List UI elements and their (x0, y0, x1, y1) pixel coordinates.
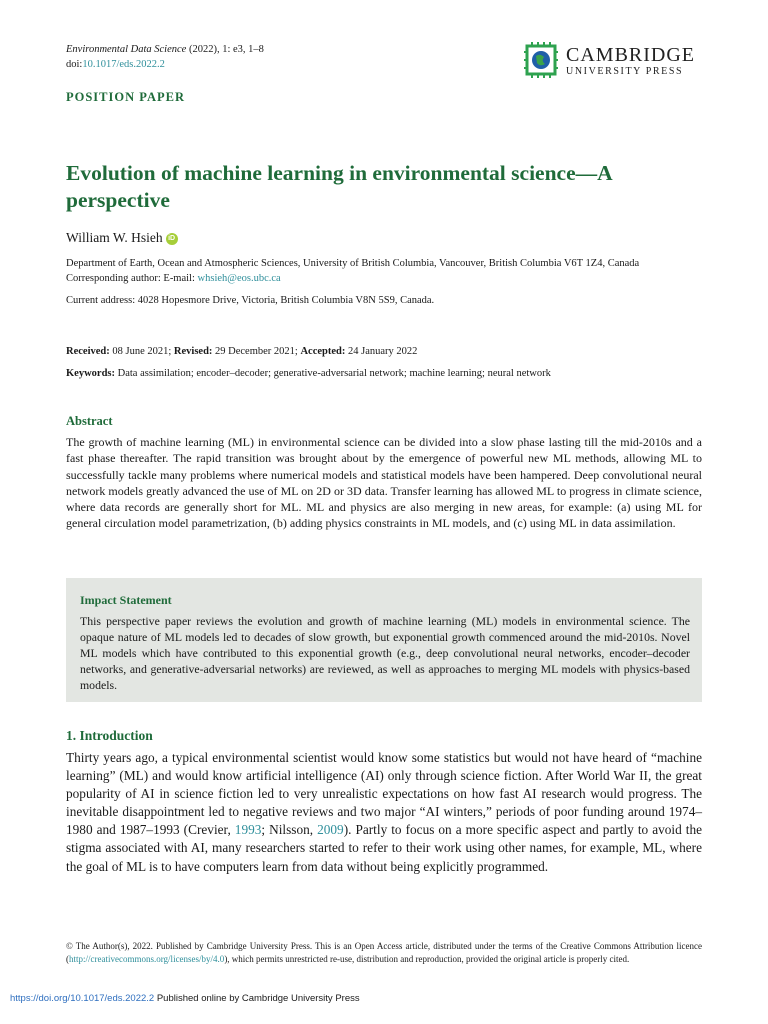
article-title: Evolution of machine learning in environmental science—A perspective (66, 161, 612, 212)
copyright-notice (66, 940, 702, 965)
affiliation-department: Department of Earth, Ocean and Atmospheric Sciences, University of British Columbia, Vancouver, British Columbia V6T 1Z4, Canada (66, 258, 640, 269)
intro-text-2: ). Partly to focus on a more specific aspect and partly to avoid the stigma associated with AI, many researchers started to refer to their work using other names, for example, ML, where the goal of ML is to have computers learn from data without being explicitly programmed. (66, 822, 702, 874)
author-email-link[interactable]: whsieh@eos.ubc.ca (197, 273, 281, 284)
keywords-text: Data assimilation; encoder–decoder; generative-adversarial network; machine learning; neural network (115, 368, 551, 379)
current-address: Current address: 4028 Hopesmore Drive, Victoria, British Columbia V8N 5S9, Canada. (66, 295, 435, 306)
abstract-heading: Abstract (66, 414, 113, 428)
revised-date: 29 December 2021; (212, 346, 301, 357)
impact-statement-heading: Impact Statement (80, 593, 172, 607)
intro-text-1: Thirty years ago, a typical environmental scientist would know some statistics but would not have heard of “machine learning” (ML) and would know artificial intelligence (AI) only through science fiction. After World War II, the great popularity of AI in science fiction led to very unrealistic expectations on how fast AI research would progress. The inevitable disappointment led to negative reviews and two major “AI winters,” periods of poor funding around 1974–1980 and 1987–1993 (Crevier, (66, 750, 702, 838)
license-link[interactable]: http://creativecommons.org/licenses/by/4.0 (69, 953, 225, 964)
corresponding-label: Corresponding author: E-mail: (66, 273, 198, 284)
cambridge-crest-icon (524, 42, 558, 78)
accepted-date: 24 January 2022 (345, 346, 418, 357)
doi-prefix: doi: (66, 59, 83, 70)
impact-statement-text: This perspective paper reviews the evolution and growth of machine learning (ML) models in environmental science. The opaque nature of ML models led to decades of slow growth, but exponential growth commenced around the mid-2010s. Novel ML models which have contributed to this exponential growth (e.g., deep convolutional neural networks, encoder–decoder networks, and generative-adversarial networks) are reviewed, as well as approaches to merging ML models with physics-based models. (80, 614, 690, 692)
keywords (66, 368, 706, 379)
intro-text-mid: ; Nilsson, (261, 822, 318, 838)
journal-header (66, 42, 264, 72)
orcid-icon[interactable]: iD (166, 233, 178, 245)
logo-subtitle: UNIVERSITY PRESS (566, 66, 684, 77)
introduction-paragraph (66, 749, 702, 876)
affiliation-block (66, 256, 706, 308)
article-type-label: POSITION PAPER (66, 90, 185, 104)
journal-citation: (2022), 1: e3, 1–8 (186, 44, 264, 55)
abstract-text: The growth of machine learning (ML) in environmental science can be divided into a slow phase lasting till the mid-2010s and a fast phase thereafter. The rapid transition was brought about by the emergence of powerful new ML methods, allowing ML to successfully tackle many problems where numerical models and statistical models have been hampered. Deep convolutional neural network models greatly advanced the use of ML on 2D or 3D data. Transfer learning has allowed ML to progress in climate science, where data records are generally short for ML. ML and physics are also merging in new areas, for example: (a) using ML for general circulation model parametrization, (b) adding physics constraints in ML models, and (c) using ML in data assimilation. (66, 435, 702, 531)
introduction-heading: 1. Introduction (66, 728, 153, 743)
copyright-text-1: © The Author(s), 2022. Published by Cambridge University Press. This is an Open Access article, distributed under the terms of the Creative Commons Attribution licence ( (66, 941, 702, 964)
article-dates (66, 346, 417, 357)
received-label: Received: (66, 346, 110, 357)
cambridge-logo (524, 42, 714, 78)
logo-wordmark: CAMBRIDGE (566, 44, 696, 66)
revised-label: Revised: (173, 346, 213, 357)
footer-published: Published online by Cambridge University Press (154, 993, 360, 1004)
doi-link[interactable]: 10.1017/eds.2022.2 (82, 59, 165, 70)
keywords-label: Keywords: (66, 368, 115, 379)
author-line (66, 230, 178, 246)
copyright-text-2: ), which permits unrestricted re-use, distribution and reproduction, provided the original article is properly cited. (224, 953, 630, 964)
journal-name: Environmental Data Science (66, 44, 187, 55)
accepted-label: Accepted: (300, 346, 346, 357)
ref-nilsson-2009[interactable]: 2009 (317, 822, 344, 838)
author-name: William W. Hsieh (66, 230, 163, 245)
page-footer (10, 993, 360, 1004)
footer-doi-link[interactable]: https://doi.org/10.1017/eds.2022.2 (10, 993, 155, 1004)
received-date: 08 June 2021; (109, 346, 174, 357)
ref-crevier-1993[interactable]: 1993 (234, 822, 262, 838)
